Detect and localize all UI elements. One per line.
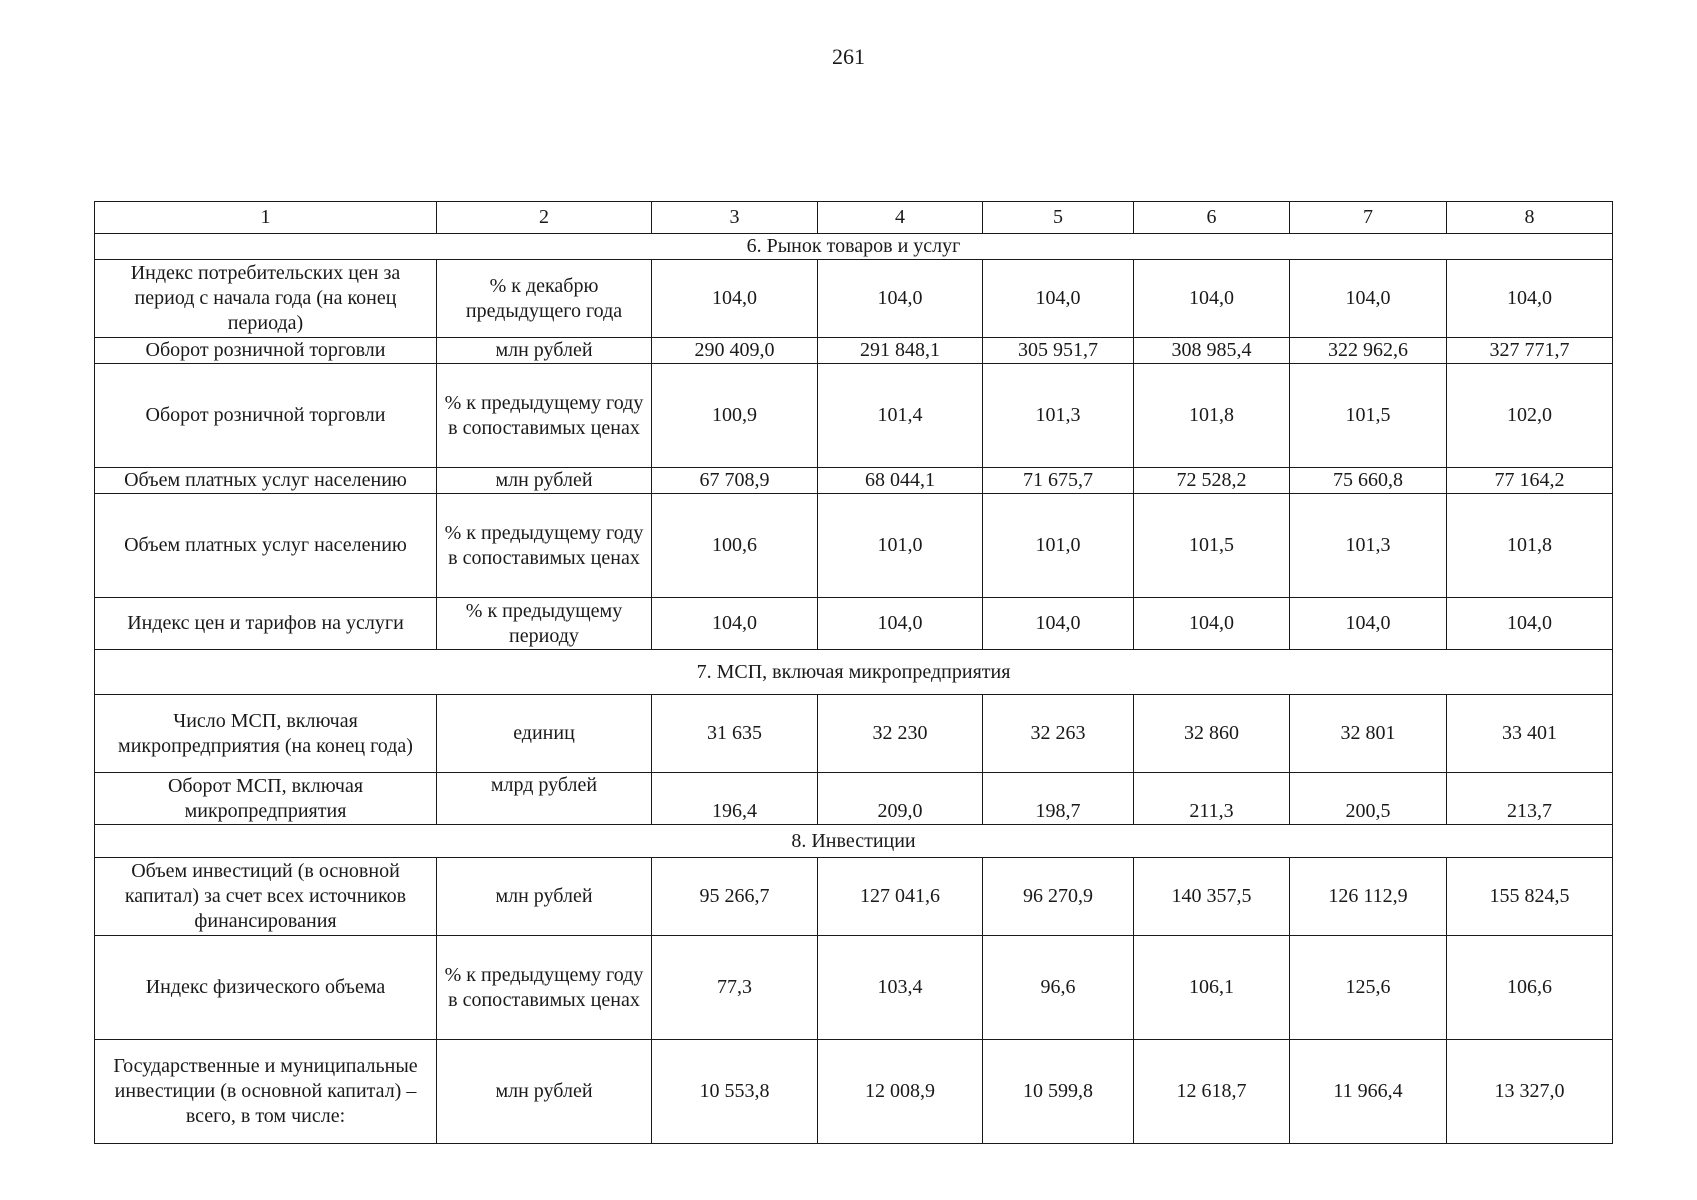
table-row: [95, 468, 1613, 494]
value-cell: 101,4: [818, 364, 983, 468]
value-cell: 10 553,8: [652, 1040, 818, 1144]
unit-cell: млрд рублей: [437, 773, 652, 825]
value-cell: 101,5: [1134, 494, 1290, 598]
value-cell: 213,7: [1447, 773, 1613, 825]
table-row: [95, 598, 1613, 650]
unit-cell: млн рублей: [437, 468, 652, 494]
value-cell: 100,6: [652, 494, 818, 598]
table-row: [95, 1040, 1613, 1144]
value-cell: 290 409,0: [652, 338, 818, 364]
value-cell: 104,0: [818, 260, 983, 338]
indicator-cell: Число МСП, включая микропредприятия (на конец года): [95, 695, 437, 773]
indicator-cell: Оборот МСП, включая микропредприятия: [95, 773, 437, 825]
value-cell: 305 951,7: [983, 338, 1134, 364]
value-cell: 103,4: [818, 936, 983, 1040]
value-cell: 104,0: [1447, 598, 1613, 650]
value-cell: 104,0: [652, 598, 818, 650]
value-cell: 31 635: [652, 695, 818, 773]
unit-cell: % к предыдущему году в сопоставимых ценах: [437, 494, 652, 598]
value-cell: 104,0: [1290, 260, 1447, 338]
value-cell: 104,0: [1290, 598, 1447, 650]
column-header: 2: [437, 202, 652, 234]
unit-cell: % к декабрю предыдущего года: [437, 260, 652, 338]
value-cell: 71 675,7: [983, 468, 1134, 494]
value-cell: 68 044,1: [818, 468, 983, 494]
indicator-cell: Государственные и муниципальные инвестиции (в основной капитал) – всего, в том числе:: [95, 1040, 437, 1144]
value-cell: 95 266,7: [652, 858, 818, 936]
unit-cell: % к предыдущему периоду: [437, 598, 652, 650]
indicator-cell: Объем платных услуг населению: [95, 468, 437, 494]
value-cell: 10 599,8: [983, 1040, 1134, 1144]
column-header: 3: [652, 202, 818, 234]
table-row: [95, 773, 1613, 825]
table-row: [95, 695, 1613, 773]
section-heading-row: [95, 234, 1613, 260]
column-header: 8: [1447, 202, 1613, 234]
value-cell: 102,0: [1447, 364, 1613, 468]
value-cell: 140 357,5: [1134, 858, 1290, 936]
unit-cell: % к предыдущему году в сопоставимых ценах: [437, 936, 652, 1040]
value-cell: 101,8: [1134, 364, 1290, 468]
unit-cell: единиц: [437, 695, 652, 773]
value-cell: 104,0: [1134, 260, 1290, 338]
value-cell: 125,6: [1290, 936, 1447, 1040]
table-row: [95, 338, 1613, 364]
value-cell: 211,3: [1134, 773, 1290, 825]
indicator-cell: Индекс цен и тарифов на услуги: [95, 598, 437, 650]
value-cell: 75 660,8: [1290, 468, 1447, 494]
value-cell: 32 230: [818, 695, 983, 773]
column-header: 1: [95, 202, 437, 234]
column-header: 5: [983, 202, 1134, 234]
unit-cell: млн рублей: [437, 858, 652, 936]
value-cell: 127 041,6: [818, 858, 983, 936]
value-cell: 126 112,9: [1290, 858, 1447, 936]
section-heading-row: [95, 825, 1613, 858]
section-title: 6. Рынок товаров и услуг: [95, 234, 1613, 260]
table-row: [95, 494, 1613, 598]
indicator-cell: Оборот розничной торговли: [95, 364, 437, 468]
section-title: 7. МСП, включая микропредприятия: [95, 650, 1613, 695]
column-number-row: [95, 202, 1613, 234]
section-title: 8. Инвестиции: [95, 825, 1613, 858]
value-cell: 77,3: [652, 936, 818, 1040]
value-cell: 104,0: [1447, 260, 1613, 338]
table-row: [95, 858, 1613, 936]
value-cell: 12 008,9: [818, 1040, 983, 1144]
value-cell: 32 263: [983, 695, 1134, 773]
indicator-cell: Оборот розничной торговли: [95, 338, 437, 364]
column-header: 6: [1134, 202, 1290, 234]
table-row: [95, 364, 1613, 468]
value-cell: 96 270,9: [983, 858, 1134, 936]
value-cell: 196,4: [652, 773, 818, 825]
value-cell: 104,0: [652, 260, 818, 338]
value-cell: 33 401: [1447, 695, 1613, 773]
value-cell: 104,0: [983, 598, 1134, 650]
unit-cell: млн рублей: [437, 1040, 652, 1144]
value-cell: 67 708,9: [652, 468, 818, 494]
value-cell: 77 164,2: [1447, 468, 1613, 494]
table-row: [95, 936, 1613, 1040]
value-cell: 104,0: [983, 260, 1134, 338]
value-cell: 101,3: [1290, 494, 1447, 598]
value-cell: 209,0: [818, 773, 983, 825]
value-cell: 101,3: [983, 364, 1134, 468]
value-cell: 327 771,7: [1447, 338, 1613, 364]
value-cell: 32 860: [1134, 695, 1290, 773]
section-heading-row: [95, 650, 1613, 695]
value-cell: 104,0: [1134, 598, 1290, 650]
indicator-cell: Индекс потребительских цен за период с начала года (на конец периода): [95, 260, 437, 338]
indicator-cell: Объем инвестиций (в основной капитал) за счет всех источников финансирования: [95, 858, 437, 936]
value-cell: 155 824,5: [1447, 858, 1613, 936]
value-cell: 291 848,1: [818, 338, 983, 364]
unit-cell: млн рублей: [437, 338, 652, 364]
value-cell: 308 985,4: [1134, 338, 1290, 364]
value-cell: 11 966,4: [1290, 1040, 1447, 1144]
value-cell: 101,0: [983, 494, 1134, 598]
indicator-cell: Объем платных услуг населению: [95, 494, 437, 598]
value-cell: 101,8: [1447, 494, 1613, 598]
value-cell: 13 327,0: [1447, 1040, 1613, 1144]
value-cell: 101,0: [818, 494, 983, 598]
value-cell: 96,6: [983, 936, 1134, 1040]
value-cell: 198,7: [983, 773, 1134, 825]
value-cell: 72 528,2: [1134, 468, 1290, 494]
table-row: [95, 260, 1613, 338]
value-cell: 322 962,6: [1290, 338, 1447, 364]
value-cell: 106,1: [1134, 936, 1290, 1040]
value-cell: 32 801: [1290, 695, 1447, 773]
value-cell: 101,5: [1290, 364, 1447, 468]
column-header: 4: [818, 202, 983, 234]
value-cell: 106,6: [1447, 936, 1613, 1040]
value-cell: 100,9: [652, 364, 818, 468]
column-header: 7: [1290, 202, 1447, 234]
page-number: 261: [832, 44, 865, 69]
value-cell: 200,5: [1290, 773, 1447, 825]
indicator-cell: Индекс физического объема: [95, 936, 437, 1040]
value-cell: 12 618,7: [1134, 1040, 1290, 1144]
data-table: [94, 201, 1613, 1144]
value-cell: 104,0: [818, 598, 983, 650]
unit-cell: % к предыдущему году в сопоставимых ценах: [437, 364, 652, 468]
